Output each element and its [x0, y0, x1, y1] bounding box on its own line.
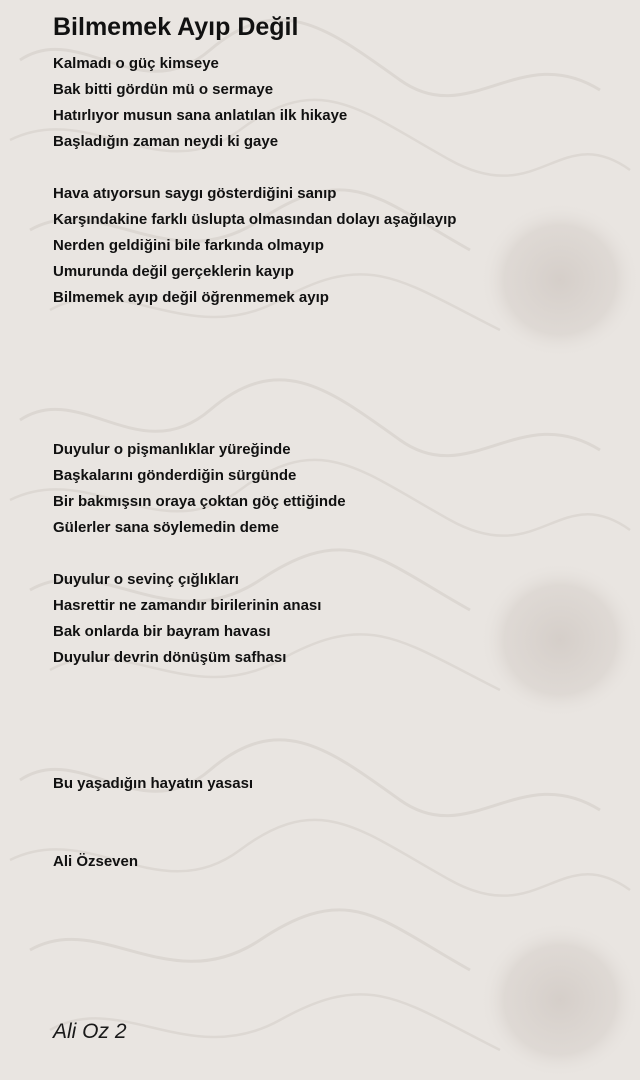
author-name: Ali Özseven — [53, 853, 139, 870]
poem-line: Kalmadı o güç kimseye — [53, 55, 219, 72]
poem-line: Bak onlarda bir bayram havası — [53, 623, 271, 640]
stanza-4 — [53, 567, 321, 671]
stanza-3 — [53, 437, 346, 541]
poem-line: Duyulur o sevinç çığlıkları — [53, 571, 239, 588]
poem-line: Bir bakmışsın oraya çoktan göç ettiğinde — [53, 493, 346, 510]
poem-line: Gülerler sana söylemedin deme — [53, 519, 279, 536]
poem-line: Başkalarını gönderdiğin sürgünde — [53, 467, 297, 484]
poem-line: Bak bitti gördün mü o sermaye — [53, 81, 274, 98]
poem-line: Hasrettir ne zamandır birilerinin anası — [53, 597, 322, 614]
poem-line: Bu yaşadığın hayatın yasası — [53, 775, 254, 792]
poem-line: Hava atıyorsun saygı gösterdiğini sanıp — [53, 185, 337, 202]
stanza-2 — [53, 181, 456, 311]
poem-line: Nerden geldiğini bile farkında olmayıp — [53, 237, 324, 254]
stanza-1 — [53, 51, 347, 155]
poem-line: Bilmemek ayıp değil öğrenmemek ayıp — [53, 289, 329, 306]
poem-line: Umurunda değil gerçeklerin kayıp — [53, 263, 294, 280]
poem-line: Başladığın zaman neydi ki gaye — [53, 133, 279, 150]
poem-line: Duyulur o pişmanlıklar yüreğinde — [53, 441, 291, 458]
poem-line: Duyulur devrin dönüşüm safhası — [53, 649, 287, 666]
stanza-5 — [53, 771, 253, 797]
signature: Ali Oz 2 — [53, 1020, 127, 1043]
poem-line: Hatırlıyor musun sana anlatılan ilk hikaye — [53, 107, 348, 124]
poem-line: Karşındakine farklı üslupta olmasından dolayı aşağılayıp — [53, 211, 457, 228]
poem-title: Bilmemek Ayıp Değil — [53, 13, 299, 41]
